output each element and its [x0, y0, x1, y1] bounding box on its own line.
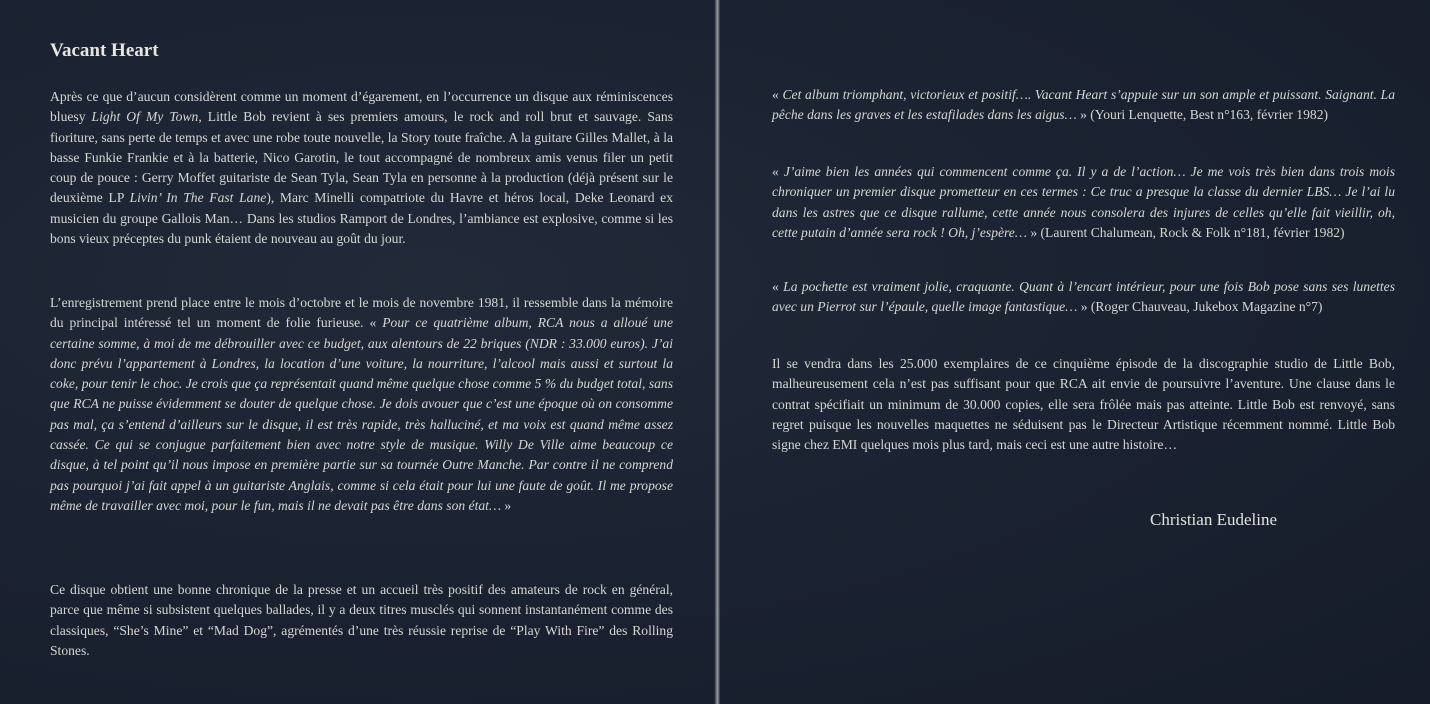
press-quote-rock-folk-source: » (Laurent Chalumean, Rock & Folk n°181, février 1982) [1026, 224, 1345, 240]
intro-text-c: ), Marc Minelli compatriote du Havre et héros local, Deke Leonard ex musicien du groupe Gallois Man… Dans les studios Ramport de Londres, l’ambiance est explosive, comme si les bons vieux préceptes du punk étaient de nouveau au goût du jour. [50, 190, 673, 247]
press-quote-rock-folk-text: J’aime bien les années qui commencent comme ça. Il y a de l’action… Je me vois très bien dans trois mois chroniquer un premier disque prometteur en ces termes : Ce truc a presque la classe du dernier LBS… Je l’ai lu dans les astres que ce disque rallume, cette année nous consolera des injures de celles qu’elle fait vieillir, oh, cette putain d’année sera rock ! Oh, j’espère… [772, 164, 1395, 240]
quote-open-mark: « [772, 279, 784, 294]
author-signature: Christian Eudeline [1150, 510, 1278, 529]
little-bob-quote: Pour ce quatrième album, RCA nous a alloué une certaine somme, à moi de me débrouiller avec ce budget, aux alentours de 22 briques (NDR : 33.000 euros). J’ai donc prévu l’appartement à Londres, la location d’une voiture, la nourriture, l’alcool mais aussi et surtout la coke, pour tenir le choc. Je crois que ça représentait quand même quelque chose comme 5 % du budget total, sans que RCA ne puisse évidemment se douter de quelque chose. Je dois avouer que c’est une époque où on consomme pas mal, ça s’entend d’ailleurs sur le disque, il est très rapide, très halluciné, et ma voix est quand même assez cassée. Ce qui se conjugue parfaitement bien avec notre style de musique. Willy De Ville aime beaucoup ce disque, à tel point qu’il nous impose en première partie sur sa tournée Outre Manche. Par contre il ne comprend pas pourquoi j’ai fait appel à un guitariste Anglais, comme si cela était pour lui une faute de goût. Il me propose même de travailler avec moi, pour le fun, mais il ne devait pas être dans son état… [50, 315, 673, 513]
intro-text-a: Après ce que d’aucun considèrent comme un moment d’égarement, en l’occurrence un disque aux réminiscences bluesy [50, 89, 673, 125]
press-quote-jukebox-source: » (Roger Chauveau, Jukebox Magazine n°7) [1077, 299, 1323, 315]
intro-text-b: , Little Bob revient à ses premiers amours, le rock and roll brut et sauvage. Sans fioriture, sans perte de temps et avec une robe toute nouvelle, la Story toute fraîche. A la guitare Gilles Mallet, à la basse Funkie Frankie et à la batterie, Nico Garotin, le tout accompagné de nombreux amis venus filer un petit coup de pouce : Gerry Moffet guitariste de Sean Tyla, Sean Tyla en personne à la production (déjà présent sur le deuxième LP [50, 109, 674, 206]
press-quote-jukebox [772, 277, 1395, 318]
press-quote-jukebox-text: La pochette est vraiment jolie, craquante. Quant à l’encart intérieur, pour une fois Bob pose sans ses lunettes avec un Pierrot sur l’épaule, quelle image fantastique… [772, 279, 1395, 315]
press-quote-rock-folk [772, 162, 1395, 243]
album-title-livin-in-the-fast-lane: Livin’ In The Fast Lane [129, 190, 267, 206]
recording-intro: L’enregistrement prend place entre le mois d’octobre et le mois de novembre 1981, il ressemble dans la mémoire du principal intéressé tel un moment de folie furieuse. « [50, 295, 673, 331]
album-title-light-of-my-town: Light Of My Town [91, 109, 199, 125]
article-title: Vacant Heart [50, 40, 159, 61]
intro-paragraph [50, 87, 673, 249]
press-quote-best-text: Cet album triomphant, victorieux et positif…. Vacant Heart s’appuie sur un son ample et puissant. Saignant. La pêche dans les graves et les estafilades dans les aigus… [772, 87, 1395, 123]
recording-quote-close: » [501, 497, 512, 513]
press-quote-best-source: » (Youri Lenquette, Best n°163, février 1982) [1076, 107, 1329, 123]
sales-paragraph: Il se vendra dans les 25.000 exemplaires de ce cinquième épisode de la discographie studio de Little Bob, malheureusement cela n’est pas suffisant pour que RCA ait envie de poursuivre l’aventure. Une clause dans le contrat spécifiait un minimum de 30.000 copies, elle sera frôlée mais pas atteinte. Little Bob est renvoyé, sans regret puisque les nouvelles maquettes ne séduisent pas le Directeur Artistique récemment nommé. Little Bob signe chez EMI quelques mois plus tard, mais ceci est une autre histoire… [772, 356, 1395, 453]
left-page [0, 0, 714, 704]
quote-open-mark: « [772, 87, 783, 102]
press-quote-best [772, 85, 1395, 126]
recording-paragraph [50, 293, 673, 516]
reception-paragraph: Ce disque obtient une bonne chronique de la presse et un accueil très positif des amateurs de rock en général, parce que même si subsistent quelques ballades, il y a deux titres musclés qui sonnent instantanément comme des classiques, “She’s Mine” et “Mad Dog”, agrémentés d’une très réussie reprise de “Play With Fire” des Rolling Stones. [50, 582, 673, 658]
quote-open-mark: « [772, 164, 784, 179]
right-page [720, 0, 1430, 704]
